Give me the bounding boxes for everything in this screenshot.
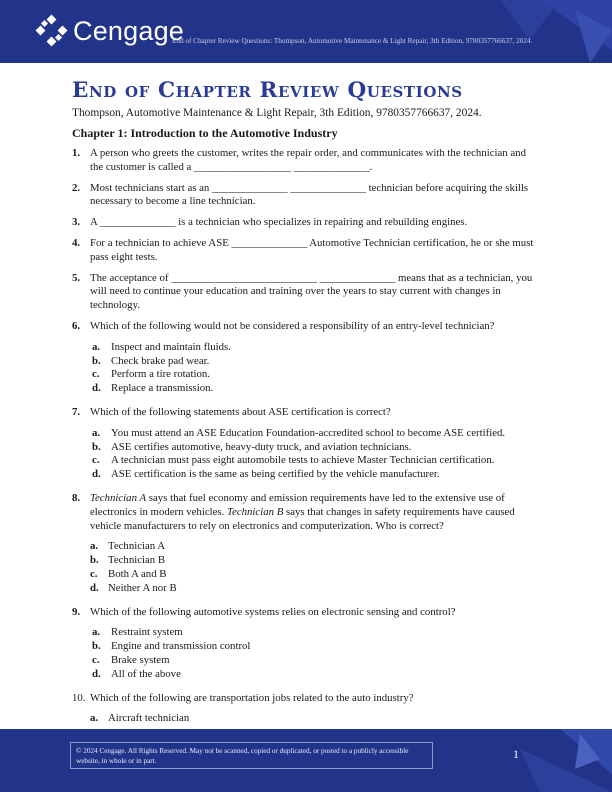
option: b. Technician B [90,554,166,567]
option: d. Neither A nor B [90,581,177,594]
option: d. ASE certification is the same as being certified by the vehicle manufacturer. [92,468,440,481]
question-6-options [72,341,540,396]
option: c. Both A and B [90,567,167,580]
book-citation: Thompson, Automotive Maintenance & Light Repair, 3th Edition, 9780357766637, 2024. [72,107,482,119]
question-text: For a technician to achieve ASE ______________ Automotive Technician certification, he or she must pass eight tests. [90,236,534,263]
question-text: Which of the following would not be considered a responsibility of an entry-level technician? [90,319,495,332]
question-text: Which of the following are transportation jobs related to the auto industry? [90,691,414,704]
question-9-options [72,626,540,681]
question-8-options [72,540,540,595]
questions-list [72,147,540,736]
logo-text: Cengage [73,16,184,46]
option: c. Brake system [92,653,170,666]
question-text: A ______________ is a technician who specializes in repairing and rebuilding engines. [90,216,468,229]
page-number: 1 [513,747,519,761]
question-5 [72,272,540,313]
question-number: 9. [72,605,81,618]
question-9 [72,606,540,620]
question-3 [72,216,540,230]
question-10-options [72,712,540,726]
question-number: 6. [72,319,81,332]
option: b. ASE certifies automotive, heavy-duty truck, and aviation technicians. [92,440,412,453]
question-number: 2. [72,181,81,194]
question-10 [72,692,540,706]
question-1 [72,147,540,175]
question-number: 1. [72,147,81,159]
question-2 [72,182,540,210]
question-8 [72,492,540,533]
question-number: 8. [72,491,81,504]
question-text: Which of the following statements about ASE certification is correct? [90,405,391,418]
option: b. Engine and transmission control [92,640,251,653]
question-text: The acceptance of ___________________________ ______________ means that as a technician, you will need to continue your education and training over the years to stay current with changes in technology. [90,271,533,312]
option: a. Technician A [90,540,166,553]
option: a. Inspect and maintain fluids. [92,340,231,353]
option: c. A technician must pass eight automobile tests to achieve Master Technician certification. [92,454,495,467]
option: d. Replace a transmission. [92,382,214,395]
cengage-logo-icon [37,16,67,46]
question-7 [72,406,540,420]
question-text: A person who greets the customer, writes the repair order, and communicates with the technician and the customer is called a __________________ ______________. [90,147,526,173]
chapter-heading: Chapter 1: Introduction to the Automotive Industry [72,126,338,140]
question-number: 3. [72,216,81,229]
cengage-logo [37,16,184,46]
question-6 [72,320,540,334]
page-header [0,0,612,63]
option: a. You must attend an ASE Education Foundation-accredited school to become ASE certified. [92,426,506,439]
question-number: 4. [72,236,81,249]
page-title: End of Chapter Review Questions [72,78,463,103]
option: b. Check brake pad wear. [92,354,210,367]
option: d. All of the above [92,667,181,680]
question-number: 10. [72,691,86,704]
option: a. Restraint system [92,626,183,639]
question-text: Which of the following automotive systems relies on electronic sensing and control? [90,605,456,618]
question-7-options [72,427,540,482]
copyright-notice: © 2024 Cengage. All Rights Reserved. May not be scanned, copied or duplicated, or posted to a publicly accessible website, in whole or in part. [70,742,433,769]
header-note: End of Chapter Review Questions: Thompson, Automotive Maintenance & Light Repair, 3th Edition, 9780357766637, 2024. [172,37,533,45]
option: c. Perform a tire rotation. [92,368,210,381]
question-text: Technician A says that fuel economy and emission requirements have led to the extensive use of electronics in modern vehicles. Technician B says that changes in safety requirements have caused vehicle manufacturers to rely on electronics and computerization. Who is correct? [90,491,515,532]
question-text: Most technicians start as an ______________ ______________ technician before acquiring the skills necessary to become a line technician. [90,181,529,208]
question-number: 5. [72,271,81,284]
question-number: 7. [72,405,81,418]
page-footer [0,729,612,792]
question-4 [72,237,540,265]
option: a. Aircraft technician [90,712,190,725]
